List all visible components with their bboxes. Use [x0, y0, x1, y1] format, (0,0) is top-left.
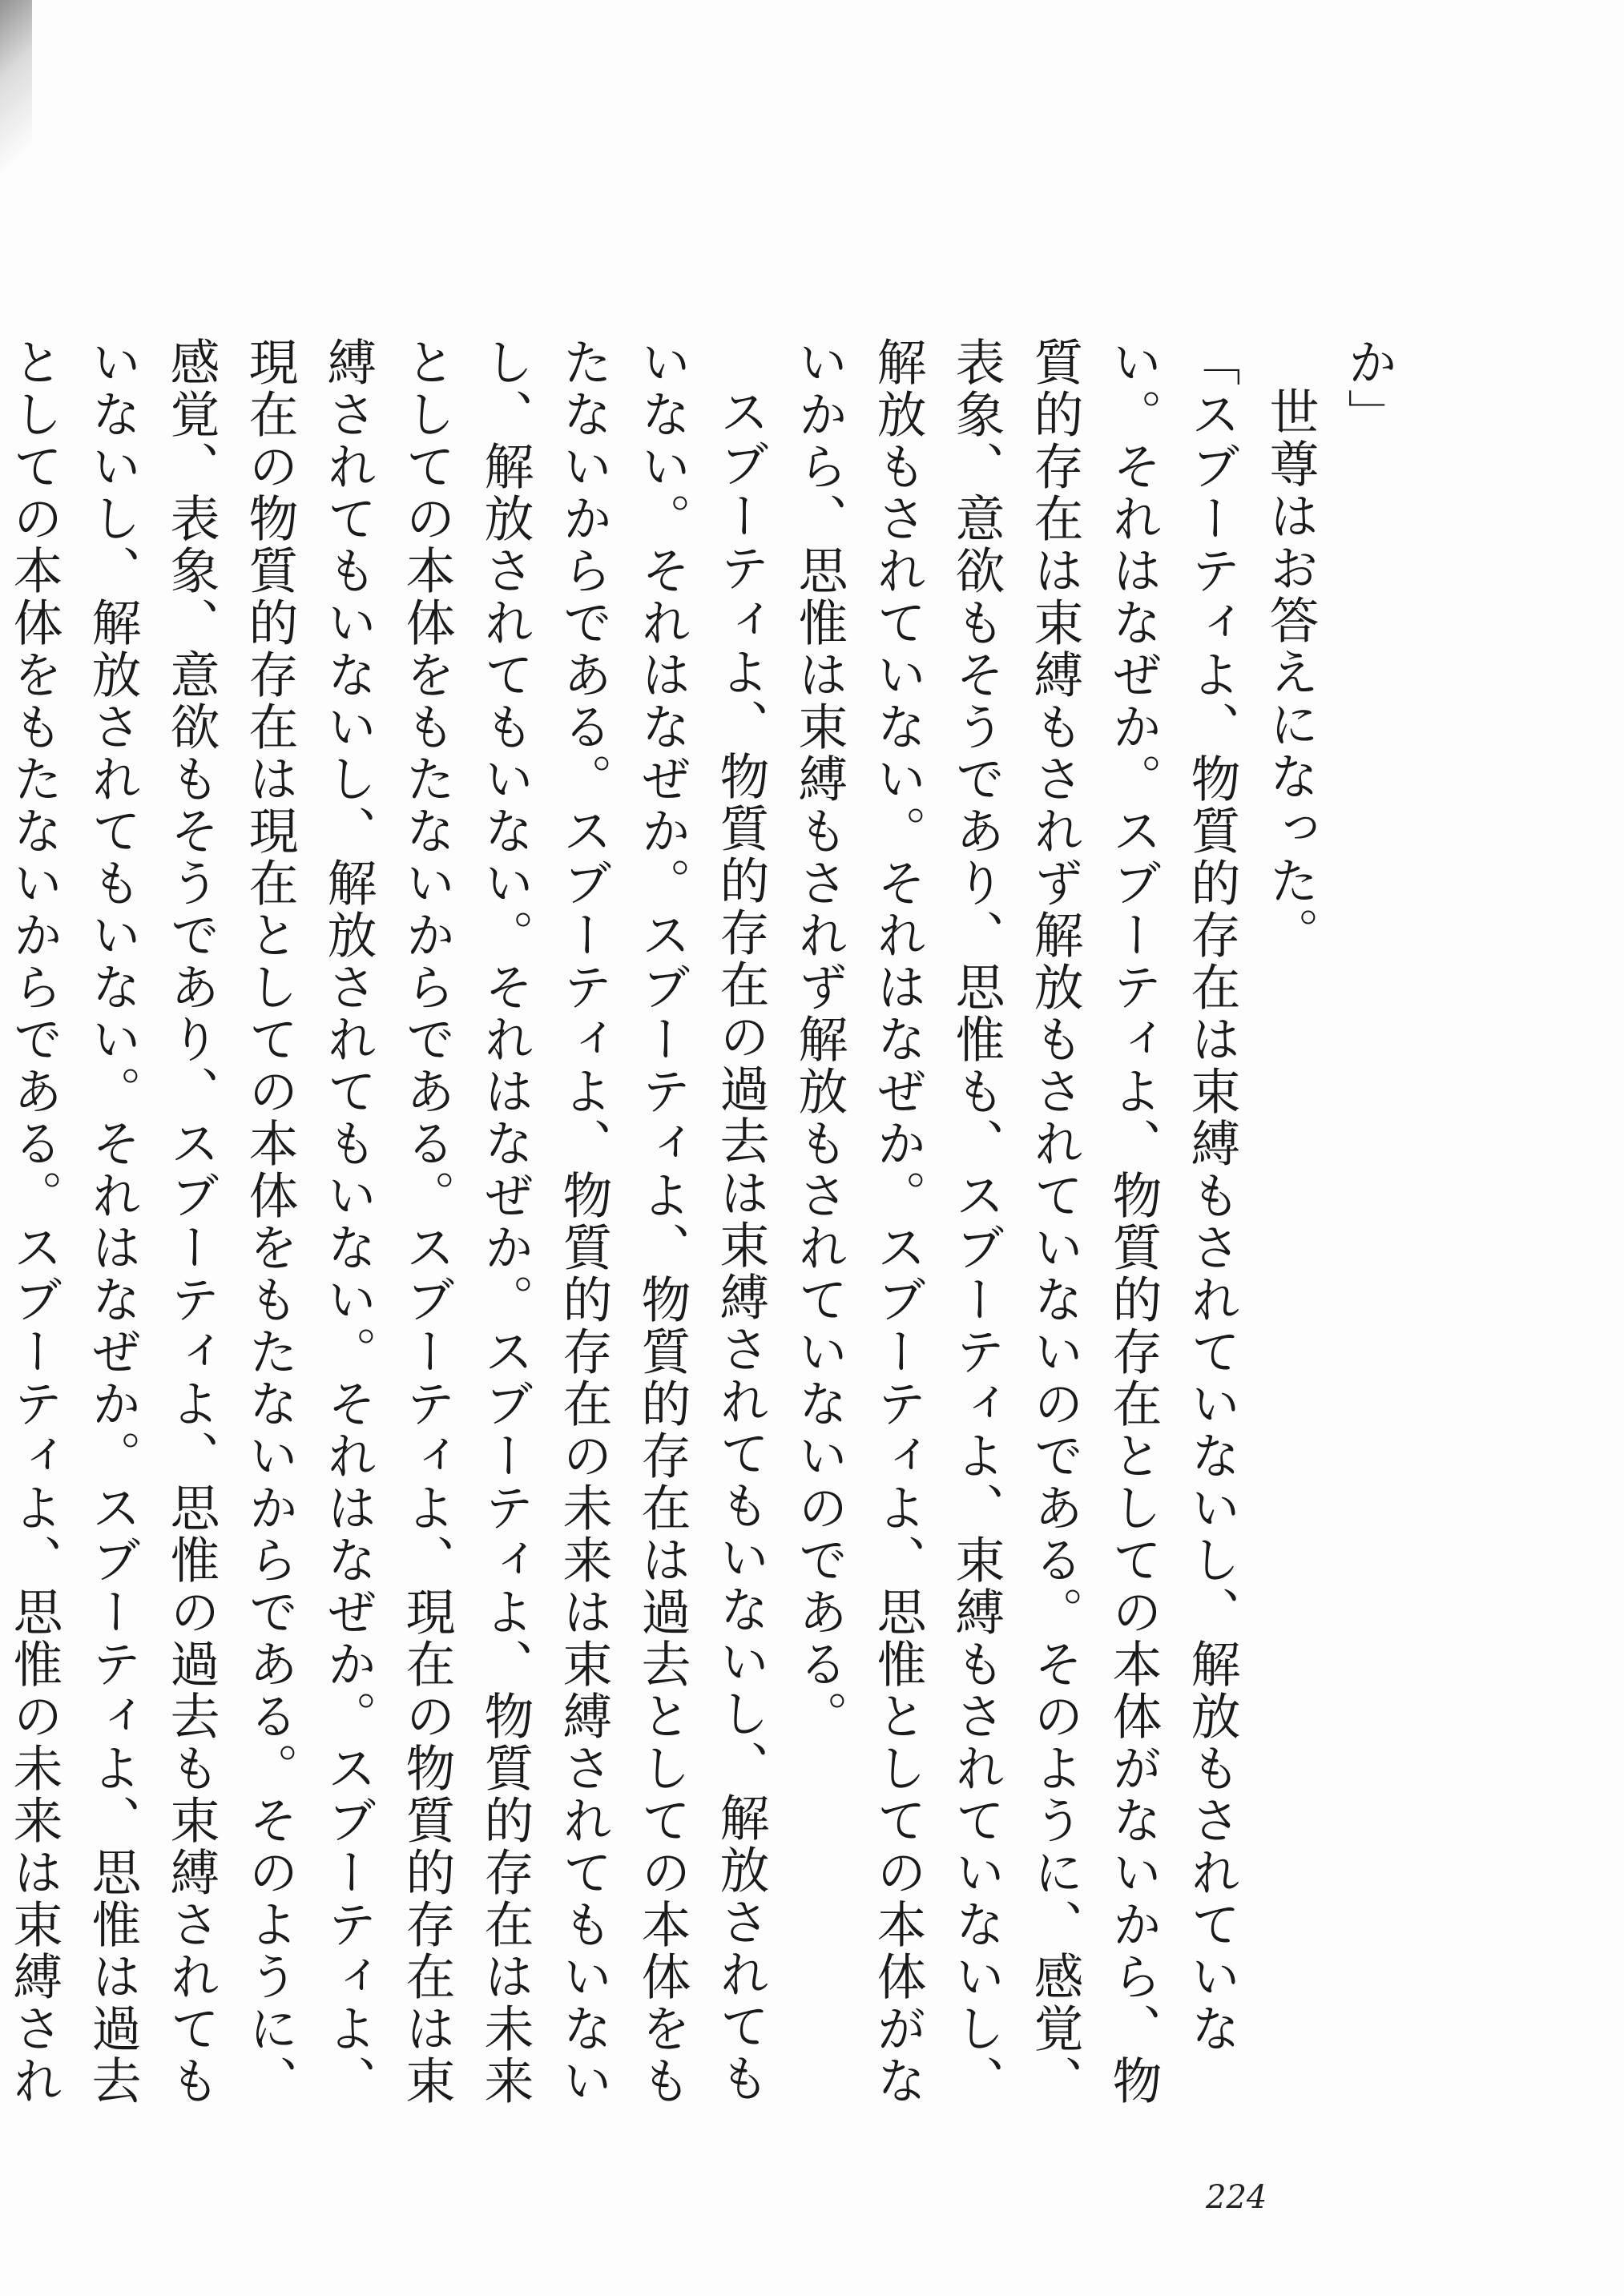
- paragraph: 「スブーティよ、物質的存在は束縛もされていないし、解放もされていない。それはなぜか。スブーティよ、物質的存在としての本体がないから、物質的存在は束縛もされず解放もされていないのである。そのように、感覚、表象、意欲もそうであり、思惟も、スブーティよ、束縛もされていないし、解放もされていない。それはなぜか。スブーティよ、思惟としての本体がないから、思惟は束縛もされず解放もされていないのである。: [790, 336, 1241, 2107]
- page-number: 224: [1206, 2179, 1267, 2216]
- scan-edge-shadow: [0, 0, 32, 208]
- paragraph: 世尊はお答えになった。: [1261, 386, 1320, 959]
- vertical-text-body: [5, 336, 1408, 2123]
- paragraph: か」: [1340, 336, 1398, 441]
- paragraph: スブーティよ、物質的存在の過去は束縛されてもいないし、解放されてもいない。それはなぜか。スブーティよ、物質的存在は過去としての本体をもたないからである。スブーティよ、物質的存在の未来は束縛されてもいないし、解放されてもいない。それはなぜか。スブーティよ、物質的存在は未来としての本体をもたないからである。スブーティよ、現在の物質的存在は束縛されてもいないし、解放されてもいない。それはなぜか。スブーティよ、現在の物質的存在は現在としての本体をもたないからである。そのように、感覚、表象、意欲もそうであり、スブーティよ、思惟の過去も束縛されてもいないし、解放されてもいない。それはなぜか。スブーティよ、思惟は過去としての本体をもたないからである。スブーティよ、思惟の未来は束縛され: [5, 336, 770, 2107]
